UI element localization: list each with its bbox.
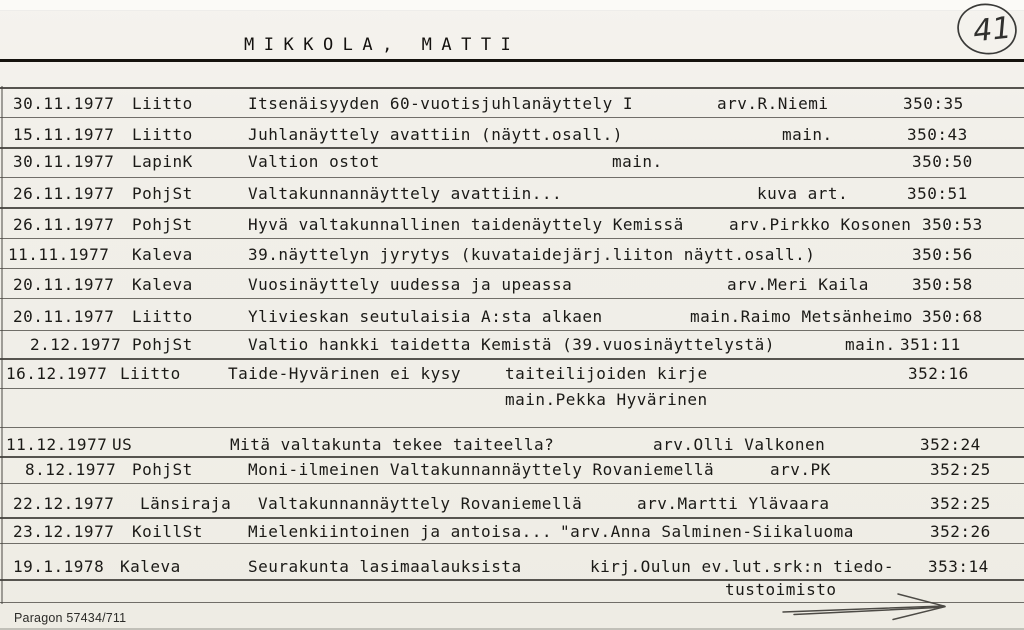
entry-date: 16.12.1977 xyxy=(6,364,108,383)
table-row xyxy=(0,557,1024,577)
entry-date: 20.11.1977 xyxy=(13,307,115,326)
entry-date: 15.11.1977 xyxy=(13,125,115,144)
row-rule xyxy=(0,543,1024,544)
entry-date: 26.11.1977 xyxy=(13,215,115,234)
entry-date: 22.12.1977 xyxy=(13,494,115,513)
entry-source: Kaleva xyxy=(132,245,193,264)
table-row xyxy=(0,364,1024,384)
entry-date: 11.12.1977 xyxy=(6,435,108,454)
entry-title: Seurakunta lasimaalauksista xyxy=(248,557,522,576)
entry-title: Valtakunnannäyttely Rovaniemellä xyxy=(258,494,583,513)
entry-reference: 350:51 xyxy=(907,184,968,203)
entry-title: Moni-ilmeinen Valtakunnannäyttely Rovaniemellä xyxy=(248,460,715,479)
entry-source: Liitto xyxy=(132,94,193,113)
entry-date: 8.12.1977 xyxy=(25,460,117,479)
entry-title: Mielenkiintoinen ja antoisa... xyxy=(248,522,552,541)
table-row xyxy=(0,215,1024,235)
entry-date: 11.11.1977 xyxy=(8,245,110,264)
entry-reference: 350:68 xyxy=(922,307,983,326)
table-row xyxy=(0,184,1024,204)
table-row xyxy=(0,435,1024,455)
entry-annotation: kuva art. xyxy=(757,184,849,203)
row-rule xyxy=(0,388,1024,389)
entry-source: PohjSt xyxy=(132,460,193,479)
row-rule xyxy=(0,87,1024,89)
row-rule xyxy=(0,330,1024,331)
entry-annotation: main. xyxy=(845,335,896,354)
entry-annotation-continued: main.Pekka Hyvärinen xyxy=(505,390,708,409)
entry-reference: 350:35 xyxy=(903,94,964,113)
entry-annotation: arv.Pirkko Kosonen xyxy=(729,215,912,234)
entry-annotation: arv.PK xyxy=(770,460,831,479)
entry-date: 2.12.1977 xyxy=(30,335,122,354)
entry-reference: 352:24 xyxy=(920,435,981,454)
entry-reference: 353:14 xyxy=(928,557,989,576)
entry-annotation: main.Raimo Metsänheimo xyxy=(690,307,913,326)
entry-annotation: arv.Meri Kaila xyxy=(727,275,869,294)
entry-title: Hyvä valtakunnallinen taidenäyttely Kemissä xyxy=(248,215,684,234)
entry-source: Kaleva xyxy=(120,557,181,576)
entry-title: Valtio hankki taidetta Kemistä (39.vuosinäyttelystä) xyxy=(248,335,775,354)
table-row xyxy=(0,390,1024,410)
entry-source: KoillSt xyxy=(132,522,203,541)
entry-title: 39.näyttelyn jyrytys (kuvataidejärj.liiton näytt.osall.) xyxy=(248,245,816,264)
table-row xyxy=(0,460,1024,480)
entry-annotation: kirj.Oulun ev.lut.srk:n tiedo- xyxy=(590,557,894,576)
header-rule xyxy=(0,59,1024,62)
entry-date: 23.12.1977 xyxy=(13,522,115,541)
entry-reference: 350:43 xyxy=(907,125,968,144)
entry-date: 20.11.1977 xyxy=(13,275,115,294)
entry-source: Kaleva xyxy=(132,275,193,294)
entry-reference: 352:26 xyxy=(930,522,991,541)
entry-annotation: "arv.Anna Salminen-Siikaluoma xyxy=(560,522,854,541)
entry-source: Länsiraja xyxy=(140,494,232,513)
entry-reference: 351:11 xyxy=(900,335,961,354)
entry-source: Liitto xyxy=(132,307,193,326)
scan-top-edge xyxy=(0,0,1024,11)
row-rule xyxy=(0,238,1024,239)
entry-title: Valtion ostot xyxy=(248,152,380,171)
entry-date: 19.1.1978 xyxy=(13,557,105,576)
table-row xyxy=(0,125,1024,145)
entry-title: Valtakunnannäyttely avattiin... xyxy=(248,184,563,203)
page-number-circle xyxy=(942,1,1024,63)
entry-reference: 350:56 xyxy=(912,245,973,264)
entry-reference: 350:50 xyxy=(912,152,973,171)
row-rule xyxy=(0,517,1024,519)
row-rule xyxy=(0,427,1024,428)
entry-title: Vuosinäyttely uudessa ja upeassa xyxy=(248,275,573,294)
entry-annotation: main. xyxy=(612,152,663,171)
entry-reference: 350:53 xyxy=(922,215,983,234)
row-rule xyxy=(0,298,1024,299)
entry-annotation: arv.Martti Ylävaara xyxy=(637,494,830,513)
row-rule xyxy=(0,268,1024,269)
entry-title: Itsenäisyyden 60-vuotisjuhlanäyttely I xyxy=(248,94,634,113)
table-row xyxy=(0,522,1024,542)
table-row xyxy=(0,245,1024,265)
page-title: MIKKOLA, MATTI xyxy=(244,35,521,55)
row-rule xyxy=(0,456,1024,458)
entry-title: Mitä valtakunta tekee taiteella? xyxy=(230,435,555,454)
entry-source: PohjSt xyxy=(132,184,193,203)
entry-annotation: main. xyxy=(782,125,833,144)
row-rule xyxy=(0,483,1024,484)
table-row xyxy=(0,494,1024,514)
entry-date: 30.11.1977 xyxy=(13,94,115,113)
row-rule xyxy=(0,177,1024,178)
entry-source: LapinK xyxy=(132,152,193,171)
row-rule xyxy=(0,117,1024,118)
entry-source: PohjSt xyxy=(132,215,193,234)
row-rule xyxy=(0,147,1024,149)
card-brand-imprint: Paragon 57434/711 xyxy=(14,611,127,625)
row-rule xyxy=(0,207,1024,209)
table-row xyxy=(0,275,1024,295)
entry-reference: 350:58 xyxy=(912,275,973,294)
table-row xyxy=(0,335,1024,355)
entry-source: Liitto xyxy=(132,125,193,144)
entry-title: Taide-Hyvärinen ei kysy xyxy=(228,364,462,383)
entry-reference: 352:16 xyxy=(908,364,969,383)
entry-annotation: arv.R.Niemi xyxy=(717,94,829,113)
entry-annotation: arv.Olli Valkonen xyxy=(653,435,826,454)
entry-source: Liitto xyxy=(120,364,181,383)
entry-annotation-continued: tustoimisto xyxy=(725,580,837,599)
entry-title: Ylivieskan seutulaisia A:sta alkaen xyxy=(248,307,603,326)
page-number: 41 xyxy=(971,10,1014,50)
entry-reference: 352:25 xyxy=(930,460,991,479)
entry-date: 30.11.1977 xyxy=(13,152,115,171)
table-row xyxy=(0,307,1024,327)
row-rule xyxy=(0,358,1024,360)
entry-date: 26.11.1977 xyxy=(13,184,115,203)
entry-source: US xyxy=(112,435,133,454)
continuation-arrow-icon xyxy=(770,588,960,628)
entry-reference: 352:25 xyxy=(930,494,991,513)
table-row xyxy=(0,94,1024,114)
entry-annotation: taiteilijoiden kirje xyxy=(505,364,708,383)
table-row xyxy=(0,152,1024,172)
entry-source: PohjSt xyxy=(132,335,193,354)
entry-title: Juhlanäyttely avattiin (näytt.osall.) xyxy=(248,125,623,144)
